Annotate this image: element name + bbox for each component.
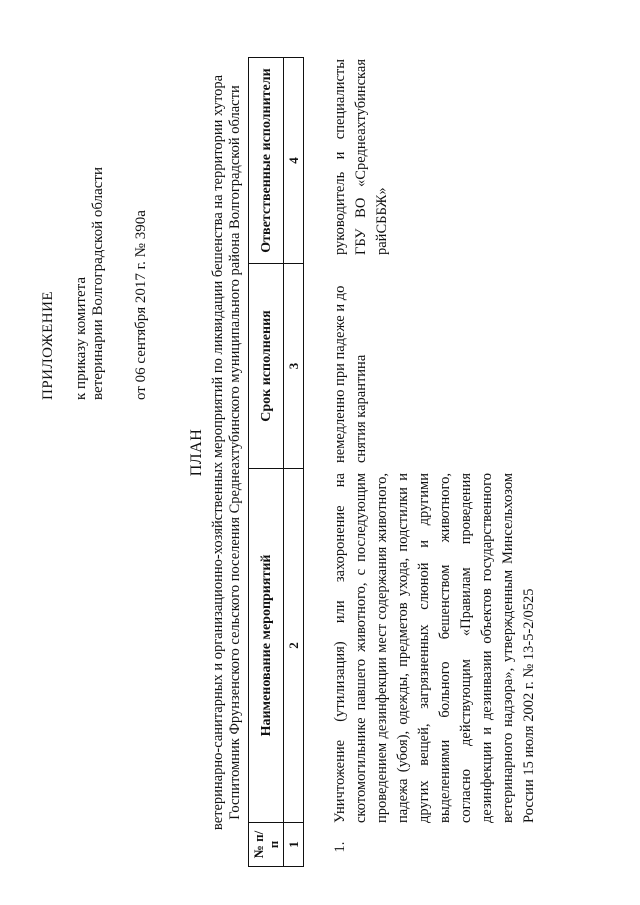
plan-subtitle-line-1: ветеринарно-санитарных и организационно-хозяйственных мероприятий по ликвидации бешенства на территории хутора (210, 74, 226, 831)
appendix-block (40, 40, 150, 400)
header-responsible: Ответственные исполнители (249, 58, 284, 264)
plan-subtitle-line-2: Госпитомник Фрунзенского сельского поселения Среднеахтубинского муниципального района Волгоградской области (227, 85, 243, 820)
plan-subtitle (210, 15, 244, 890)
appendix-line-2: ветеринарии Волгоградской области (90, 167, 106, 400)
row-deadline: немедленно при падеже и до снятия карантина (332, 285, 369, 463)
appendix-order-date: от 06 сентября 2017 г. № 390а (133, 210, 149, 400)
header-num: № п/п (249, 823, 284, 867)
appendix-heading: ПРИЛОЖЕНИЕ (40, 290, 56, 400)
column-number-row (284, 58, 304, 867)
plan-title: ПЛАН (188, 428, 205, 477)
column-number: 1 (284, 823, 304, 867)
header-name: Наименование мероприятий (249, 468, 284, 822)
row-number: 1. (332, 841, 348, 853)
column-number: 4 (284, 58, 304, 264)
appendix-line-1: к приказу комитета (73, 276, 89, 400)
header-term: Срок исполнения (249, 264, 284, 469)
plan-table-header (248, 57, 304, 867)
column-number: 3 (284, 264, 304, 469)
row-responsible: руководитель и специалисты ГБУ ВО «Среднеахтубинская райСББЖ» (332, 59, 390, 255)
row-measure: Уничтожение (утилизация) или захоронение на скотомогильнике павшего животного, с последующим проведением дезинфекции мест содержания животного, падежа (убоя), одежды, предметов ухода, подстилки и других вещей, загрязненных слюной и другими выделениями больного бешенством животного, согласно действующим «Правилам проведения дезинфекции и дезинвазии объектов государственного ветеринарного надзора», утвержденным Минсельхозом России 15 июля 2002 г. № 13-5-2/0525 (332, 473, 537, 823)
column-number: 2 (284, 468, 304, 822)
table-header-row (249, 58, 284, 867)
